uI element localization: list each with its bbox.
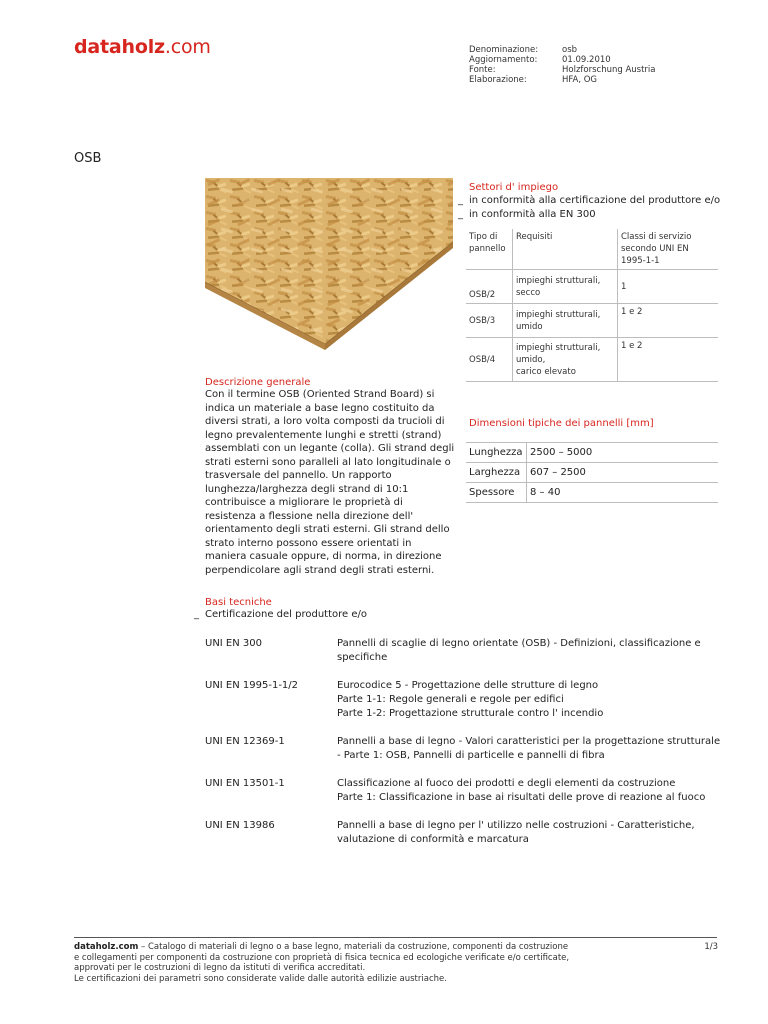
table-header-cell: Requisiti [513, 229, 618, 270]
standard-code: UNI EN 1995-1-1/2 [205, 680, 299, 691]
standards-list [205, 637, 725, 861]
footer-text: – Catalogo di materiali di legno o a base legno, materiali da costruzione, componenti da costruzione e collegamenti per componenti da costruzione con proprietà di fisica tecnica ed ecologiche verificate e/o certificate, approvati per le costruzioni di legno da istituti di verifica accreditati. [74, 942, 570, 973]
footer-divider [74, 937, 717, 938]
table-row: OSB/3 impieghi strutturali, umido 1 e 2 [466, 304, 718, 338]
settori-section [458, 182, 721, 222]
settori-title: Settori d' impiego [469, 182, 559, 193]
table-row: Spessore 8 – 40 [466, 483, 718, 503]
description-title: Descrizione generale [205, 377, 311, 388]
table-header-row [466, 229, 718, 270]
logo-suffix: .com [164, 36, 211, 58]
standard-item: UNI EN 13986 Pannelli a base di legno per l' utilizzo nelle costruzioni - Caratteristiche, valutazione di conformità e marcatura [205, 820, 695, 845]
page-title: OSB [74, 151, 102, 166]
dimensions-title: Dimensioni tipiche dei pannelli [mm] [469, 418, 654, 429]
requirements-table [466, 229, 718, 382]
table-header-cell: Tipo di pannello [466, 229, 513, 270]
page-number: 1/3 [704, 942, 718, 952]
description-section [205, 377, 455, 577]
table-header-cell: Classi di servizio secondo UNI EN 1995-1-1 [618, 229, 719, 270]
list-item: _ Certificazione del produttore e/o [194, 609, 368, 620]
standard-code: UNI EN 13501-1 [205, 778, 285, 789]
standard-item: UNI EN 13501-1 Classificazione al fuoco dei prodotti e degli elementi da costruzione Parte 1: Classificazione in base ai risultati delle prove di reazione al fuoco [205, 778, 706, 803]
table-row: OSB/2 impieghi strutturali, secco 1 [466, 270, 718, 304]
meta-row: Aggiornamento: 01.09.2010 [469, 55, 611, 65]
table-row: Larghezza 607 – 2500 [466, 463, 718, 483]
meta-row: Denominazione: osb [469, 45, 578, 55]
standard-code: UNI EN 300 [205, 638, 262, 649]
document-metadata [469, 45, 656, 85]
standard-item: UNI EN 12369-1 Pannelli a base di legno - Valori caratteristici per la progettazione strutturale - Parte 1: OSB, Pannelli di particelle e pannelli di fibra [205, 736, 721, 761]
list-item: _ in conformità alla EN 300 [458, 209, 596, 220]
table-row: OSB/4 impieghi strutturali, umido, carico elevato 1 e 2 [466, 338, 718, 382]
logo-brand: dataholz [74, 36, 165, 58]
meta-row: Fonte: Holzforschung Austria [469, 65, 656, 75]
meta-row: Elaborazione: HFA, OG [469, 75, 597, 85]
osb-board-image [205, 178, 453, 350]
logo [74, 36, 211, 58]
basi-section [194, 597, 368, 621]
basi-title: Basi tecniche [205, 597, 272, 608]
footer-brand: dataholz.com [74, 942, 139, 952]
dimensions-table [466, 442, 718, 503]
description-text: Con il termine OSB (Oriented Strand Board) si indica un materiale a base legno costituito da diversi strati, a loro volta composti da trucioli di legno prevalentemente lunghi e stretti (strand) assemblati con un legante (colla). Gli strand degli strati esterni sono paralleli al lato longitudinale o trasversale del pannello. Un rapporto lunghezza/larghezza degli strand di 10:1 contribuisce a migliorare le proprietà di resistenza a flessione nella direzione dell' orientamento degli strati esterni. Gli strand dello strato interno possono essere orientati in maniera casuale oppure, di norma, in direzione perpendicolare agli strand degli strati esterni. [205, 389, 455, 576]
standard-code: UNI EN 12369-1 [205, 736, 285, 747]
table-row: Lunghezza 2500 – 5000 [466, 443, 718, 463]
list-item: _ in conformità alla certificazione del produttore e/o [458, 195, 721, 206]
standard-item: UNI EN 1995-1-1/2 Eurocodice 5 - Progettazione delle strutture di legno Parte 1-1: Regole generali e regole per edifici Parte 1-2: Progettazione strutturale contro l' incendio [205, 680, 604, 719]
footer [74, 942, 574, 984]
standard-item: UNI EN 300 Pannelli di scaglie di legno orientate (OSB) - Definizioni, classificazione e specifiche [205, 638, 701, 663]
footer-text-2: Le certificazioni dei parametri sono considerate valide dalle autorità edilizie austriache. [74, 973, 447, 984]
standard-code: UNI EN 13986 [205, 820, 275, 831]
